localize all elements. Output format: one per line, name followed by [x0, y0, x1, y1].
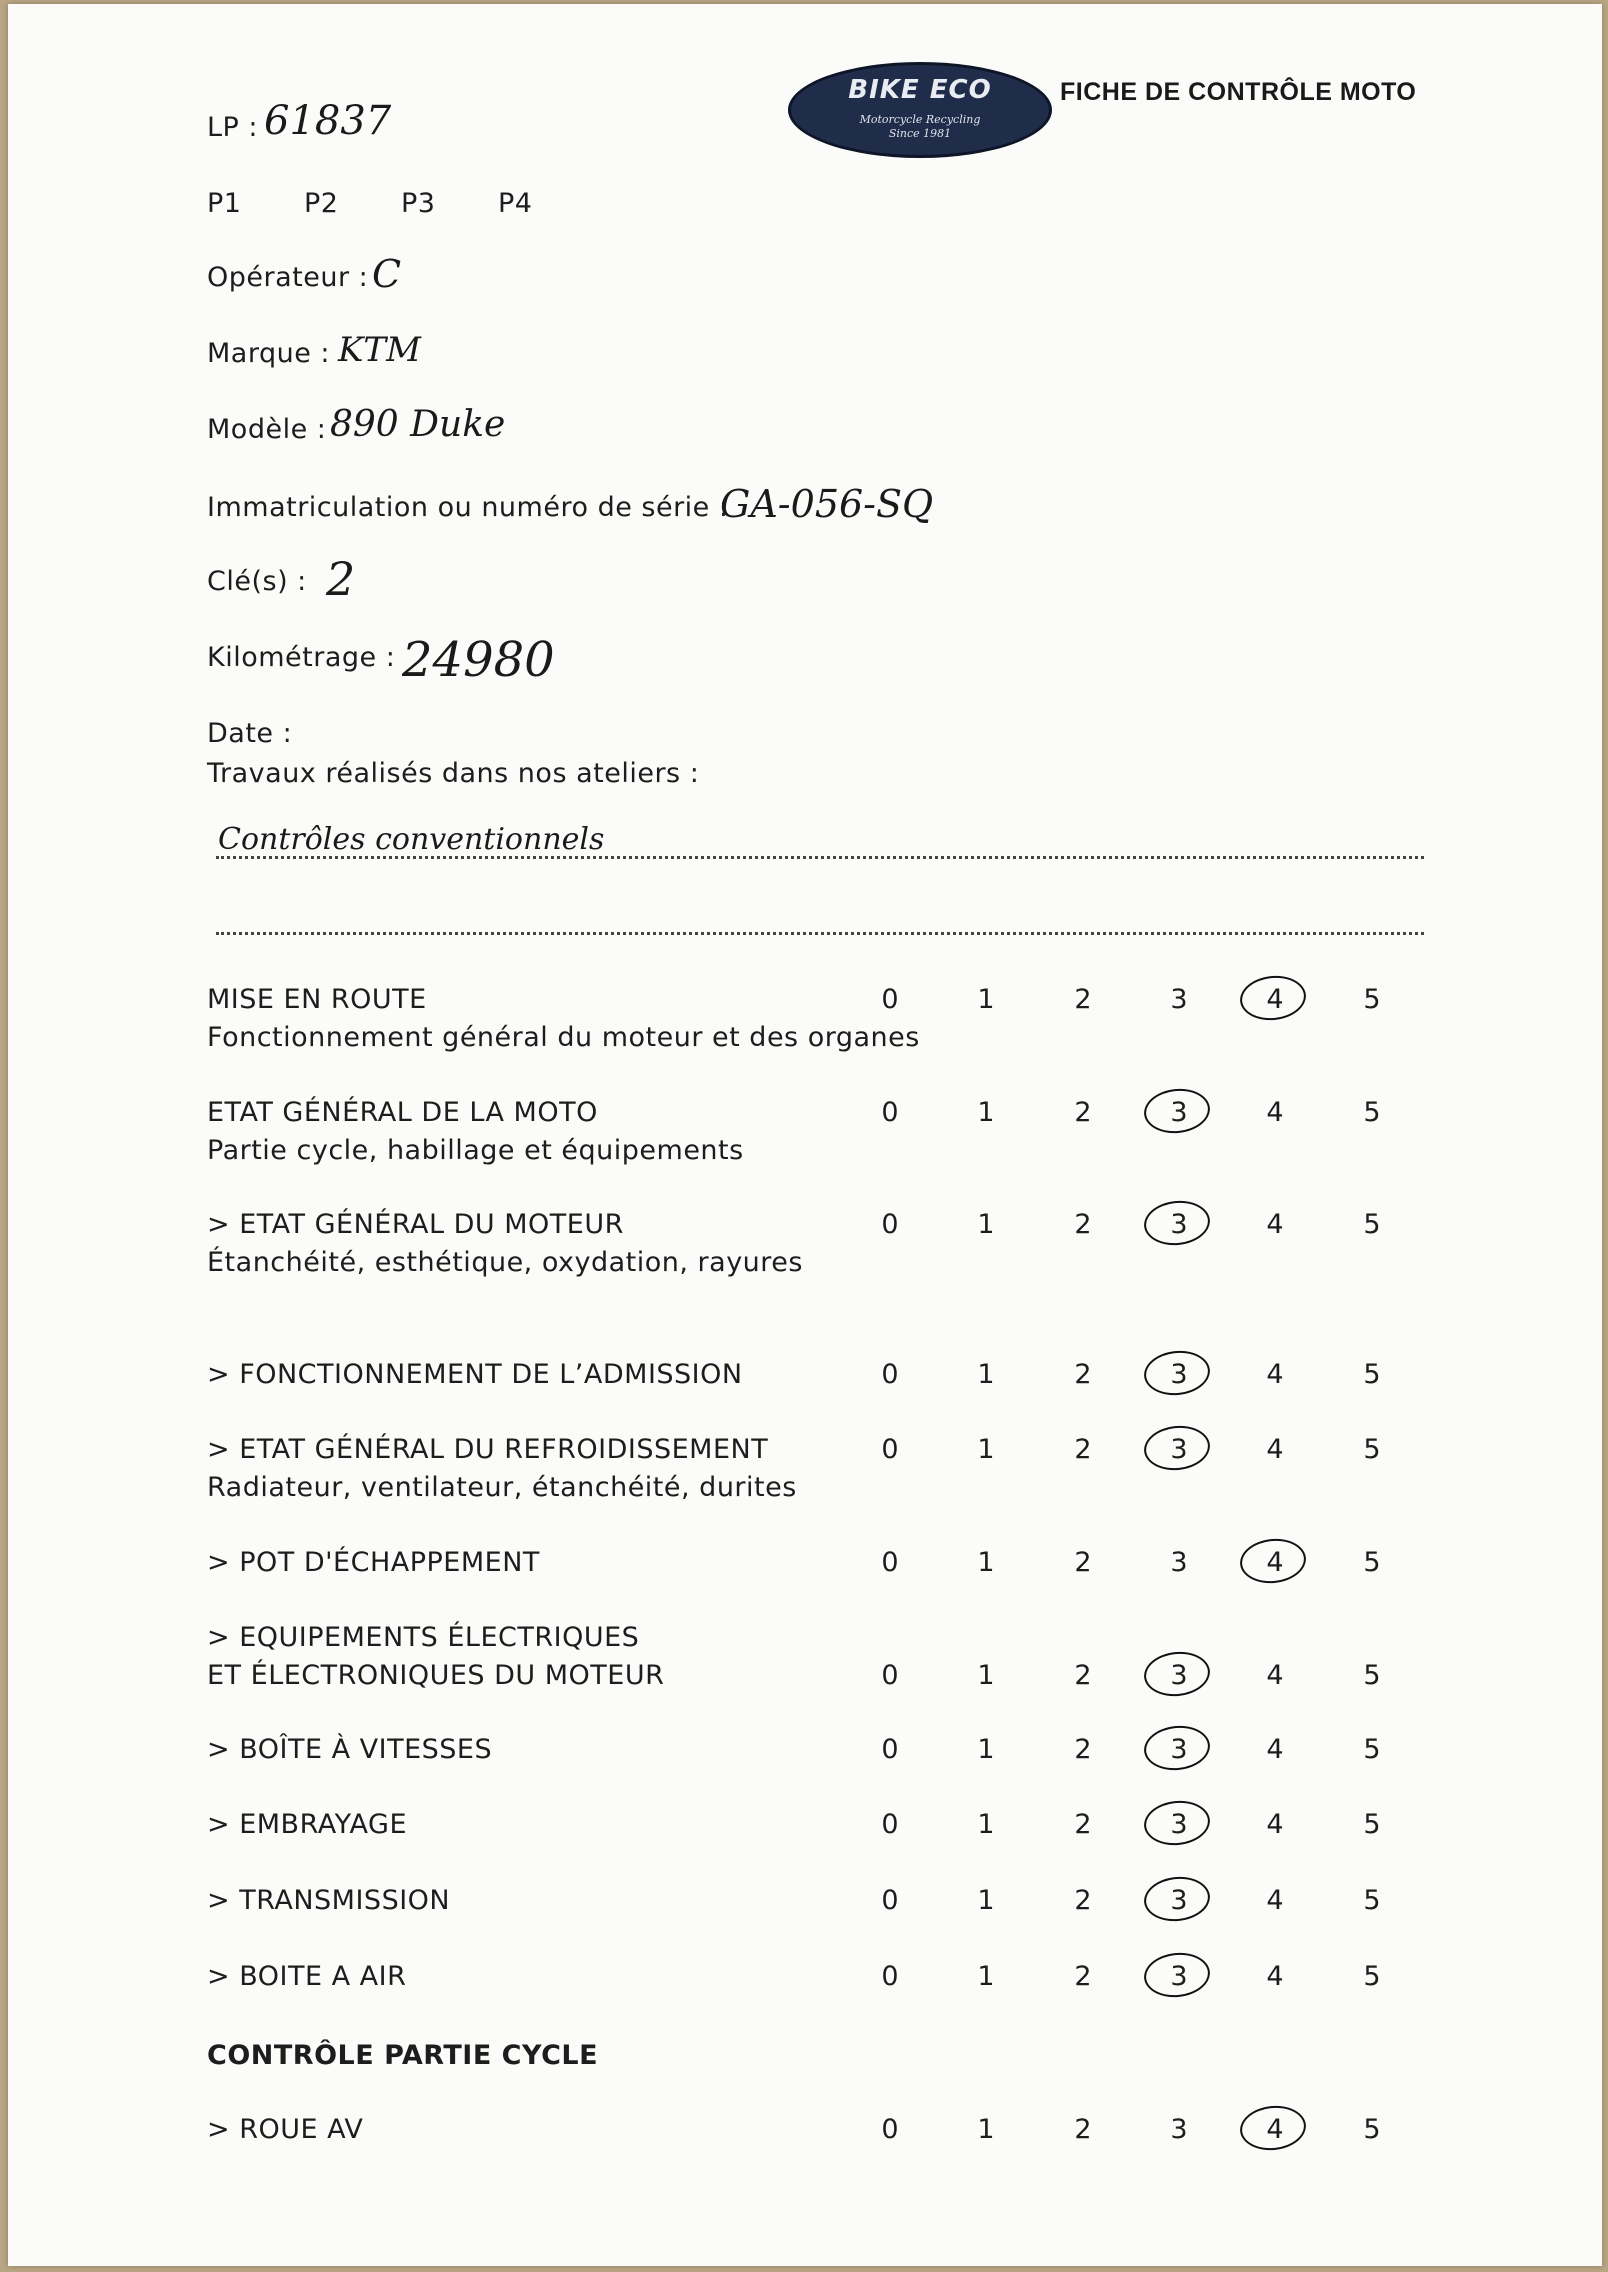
score-option: 1	[977, 1209, 995, 1240]
score-option: 0	[881, 1734, 899, 1765]
lp-label: LP :	[207, 112, 259, 143]
score-option: 0	[881, 1885, 899, 1916]
score-option: 2	[1074, 984, 1092, 1015]
score-option: 1	[977, 1961, 995, 1992]
rating-item-title: > EMBRAYAGE	[207, 1809, 407, 1840]
score-circled: 3	[1164, 1359, 1194, 1390]
lp-value: 61837	[264, 98, 392, 144]
score-option: 2	[1074, 1660, 1092, 1691]
score-circled: 3	[1164, 1660, 1194, 1691]
score-option: 5	[1363, 1209, 1381, 1240]
logo-since: Since 1981	[888, 127, 952, 140]
rating-item-title: > ETAT GÉNÉRAL DU MOTEUR	[207, 1209, 624, 1240]
score-option: 1	[977, 1885, 995, 1916]
score-option: 0	[881, 1434, 899, 1465]
score-circled: 3	[1164, 1885, 1194, 1916]
position-p1: P1	[207, 188, 242, 219]
marque-label: Marque :	[207, 338, 331, 369]
score-option: 4	[1266, 1885, 1284, 1916]
modele-label: Modèle :	[207, 414, 327, 445]
score-option: 0	[881, 1097, 899, 1128]
score-option: 1	[977, 1097, 995, 1128]
travaux-value: Contrôles conventionnels	[218, 822, 605, 857]
rating-item-title: > TRANSMISSION	[207, 1885, 451, 1916]
rating-item-subtitle: Étanchéité, esthétique, oxydation, rayures	[207, 1247, 803, 1278]
score-circled: 3	[1164, 1097, 1194, 1128]
rating-item-title: MISE EN ROUTE	[207, 984, 427, 1015]
marque-value: KTM	[338, 330, 421, 370]
score-option: 2	[1074, 1961, 1092, 1992]
score-option: 4	[1266, 1961, 1284, 1992]
score-option: 4	[1266, 1359, 1284, 1390]
score-option: 2	[1074, 1547, 1092, 1578]
score-option: 0	[881, 1547, 899, 1578]
position-p2: P2	[304, 188, 339, 219]
rating-item-title: > FONCTIONNEMENT DE L’ADMISSION	[207, 1359, 743, 1390]
rating-item-title: > POT D'ÉCHAPPEMENT	[207, 1547, 540, 1578]
score-option: 2	[1074, 2114, 1092, 2145]
rating-item-subtitle: ET ÉLECTRONIQUES DU MOTEUR	[207, 1660, 665, 1691]
logo-tagline: Motorcycle Recycling	[859, 113, 981, 126]
score-circled: 4	[1260, 1547, 1290, 1578]
score-option: 4	[1266, 1209, 1284, 1240]
score-option: 5	[1363, 1660, 1381, 1691]
rating-item-title: > ETAT GÉNÉRAL DU REFROIDISSEMENT	[207, 1434, 769, 1465]
score-option: 1	[977, 1359, 995, 1390]
score-option: 3	[1170, 984, 1188, 1015]
score-option: 4	[1266, 1809, 1284, 1840]
score-option: 2	[1074, 1097, 1092, 1128]
score-option: 5	[1363, 1359, 1381, 1390]
score-option: 3	[1170, 2114, 1188, 2145]
score-option: 1	[977, 1734, 995, 1765]
travaux-line-2	[216, 932, 1424, 935]
score-option: 4	[1266, 1734, 1284, 1765]
modele-value: 890 Duke	[330, 404, 506, 445]
score-option: 2	[1074, 1885, 1092, 1916]
rating-item-title: > ROUE AV	[207, 2114, 364, 2145]
rating-item-subtitle: Radiateur, ventilateur, étanchéité, durites	[207, 1472, 797, 1503]
score-option: 5	[1363, 1434, 1381, 1465]
score-circled: 3	[1164, 1209, 1194, 1240]
score-option: 4	[1266, 1097, 1284, 1128]
date-label: Date :	[207, 718, 293, 749]
score-option: 5	[1363, 1885, 1381, 1916]
kilometrage-value: 24980	[402, 632, 555, 688]
operateur-value: C	[372, 252, 402, 296]
score-option: 0	[881, 984, 899, 1015]
score-circled: 4	[1260, 984, 1290, 1015]
score-option: 2	[1074, 1734, 1092, 1765]
travaux-line-1	[216, 856, 1424, 859]
score-option: 0	[881, 1359, 899, 1390]
form-title: FICHE DE CONTRÔLE MOTO	[1060, 78, 1417, 106]
immatriculation-label: Immatriculation ou numéro de série :	[207, 492, 729, 523]
score-circled: 3	[1164, 1434, 1194, 1465]
logo-brand-text: BIKE ECO	[848, 75, 992, 105]
score-circled: 3	[1164, 1961, 1194, 1992]
score-option: 0	[881, 1961, 899, 1992]
position-p3: P3	[401, 188, 436, 219]
score-option: 1	[977, 2114, 995, 2145]
rating-item-subtitle: Fonctionnement général du moteur et des organes	[207, 1022, 920, 1053]
kilometrage-label: Kilométrage :	[207, 642, 396, 673]
travaux-label: Travaux réalisés dans nos ateliers :	[207, 758, 700, 789]
score-option: 2	[1074, 1809, 1092, 1840]
score-option: 3	[1170, 1547, 1188, 1578]
section-partie-cycle-heading: CONTRÔLE PARTIE CYCLE	[207, 2040, 599, 2071]
rating-item-title: ETAT GÉNÉRAL DE LA MOTO	[207, 1097, 598, 1128]
rating-item-title: > EQUIPEMENTS ÉLECTRIQUES	[207, 1622, 640, 1653]
score-option: 4	[1266, 1434, 1284, 1465]
score-option: 5	[1363, 1547, 1381, 1578]
operateur-label: Opérateur :	[207, 262, 369, 293]
bike-eco-logo	[788, 62, 1052, 158]
score-option: 0	[881, 1209, 899, 1240]
score-option: 0	[881, 1660, 899, 1691]
score-option: 2	[1074, 1359, 1092, 1390]
score-option: 5	[1363, 1809, 1381, 1840]
cles-label: Clé(s) :	[207, 566, 307, 597]
score-option: 1	[977, 1809, 995, 1840]
rating-item-title: > BOITE A AIR	[207, 1961, 407, 1992]
score-option: 4	[1266, 1660, 1284, 1691]
score-option: 2	[1074, 1209, 1092, 1240]
score-option: 0	[881, 2114, 899, 2145]
score-option: 5	[1363, 1961, 1381, 1992]
score-option: 5	[1363, 984, 1381, 1015]
score-option: 1	[977, 1434, 995, 1465]
score-option: 1	[977, 1547, 995, 1578]
score-option: 5	[1363, 1097, 1381, 1128]
score-option: 5	[1363, 2114, 1381, 2145]
score-circled: 3	[1164, 1809, 1194, 1840]
score-option: 5	[1363, 1734, 1381, 1765]
score-option: 1	[977, 1660, 995, 1691]
score-circled: 4	[1260, 2114, 1290, 2145]
cles-value: 2	[326, 552, 356, 606]
score-option: 1	[977, 984, 995, 1015]
score-option: 2	[1074, 1434, 1092, 1465]
rating-item-title: > BOÎTE À VITESSES	[207, 1734, 493, 1765]
position-p4: P4	[498, 188, 533, 219]
score-circled: 3	[1164, 1734, 1194, 1765]
rating-item-subtitle: Partie cycle, habillage et équipements	[207, 1135, 744, 1166]
immatriculation-value: GA-056-SQ	[720, 482, 934, 526]
score-option: 0	[881, 1809, 899, 1840]
inspection-form-sheet	[8, 4, 1602, 2266]
